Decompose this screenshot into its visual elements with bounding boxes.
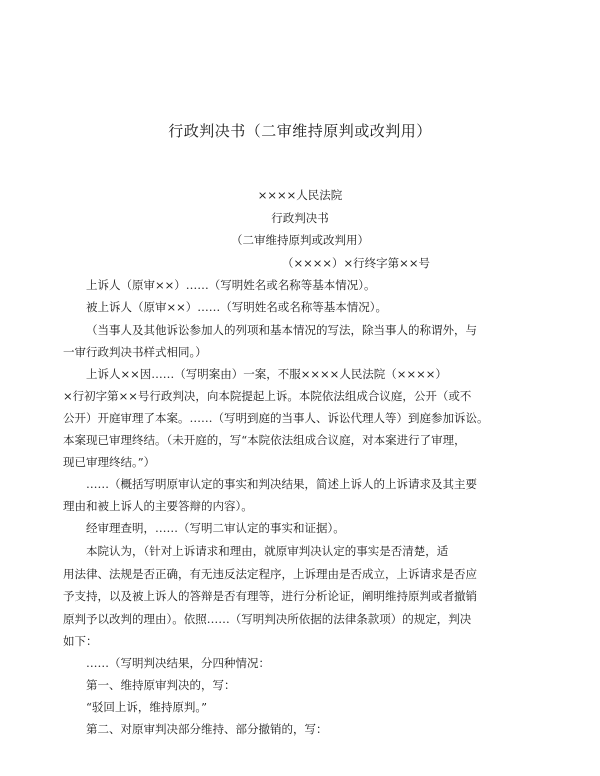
- body-line: 原判予以改判的理由）。依照……（写明判决所依据的法律条款项）的规定，判决: [63, 612, 472, 626]
- body-line: 本院认为，（针对上诉请求和理由，就原审判决认定的事实是否清楚，适: [86, 544, 449, 558]
- body-line: 理由和被上诉人的主要答辩的内容）。: [63, 499, 253, 513]
- case-number: （××××）×行终字第××号: [282, 256, 430, 270]
- doc-type: 行政判决书: [271, 211, 329, 225]
- body-line: ……（概括写明原审认定的事实和判决结果，简述上诉人的上诉请求及其主要: [86, 477, 477, 491]
- court-name: ××××人民法院: [257, 188, 343, 202]
- body-line: 本案现已审理终结。（未开庭的，写“本院依法组成合议庭，对本案进行了审理，: [63, 433, 466, 447]
- body-line: 上诉人（原审××）……（写明姓名或名称等基本情况）。: [86, 278, 376, 292]
- doc-subtitle: （二审维持原判或改判用）: [231, 233, 369, 247]
- body-line: （当事人及其他诉讼参加人的列项和基本情况的写法，除当事人的称谓外，与: [86, 323, 477, 337]
- body-line: 经审理查明，……（写明二审认定的事实和证据）。: [86, 521, 345, 535]
- body-line: 如下：: [63, 634, 98, 648]
- body-line: 被上诉人（原审××）……（写明姓名或名称等基本情况）。: [86, 300, 388, 314]
- body-line: “驳回上诉，维持原判。”: [86, 700, 208, 714]
- body-line: 上诉人××因……（写明案由）一案，不服××××人民法院（××××）: [86, 367, 447, 381]
- body-line: 公开）开庭审理了本案。……（写明到庭的当事人、诉讼代理人等）到庭参加诉讼。: [63, 411, 489, 425]
- body-line: ……（写明判决结果，分四种情况：: [86, 656, 270, 670]
- body-line: 一审行政判决书样式相同。）: [63, 345, 207, 359]
- body-line: ×行初字第××号行政判决，向本院提起上诉。本院依法组成合议庭，公开（或不: [63, 389, 472, 403]
- body-line: 第二、对原审判决部分维持、部分撤销的，写：: [86, 722, 328, 736]
- body-line: 予支持，以及被上诉人的答辩是否有理等，进行分析论证，阐明维持原判或者撤销: [63, 589, 477, 603]
- body-line: 现已审理终结。”）: [63, 455, 156, 469]
- body-line: 第一、维持原审判决的，写：: [86, 678, 236, 692]
- body-line: 用法律、法规是否正确，有无违反法定程序，上诉理由是否成立，上诉请求是否应: [63, 567, 477, 581]
- document-title: 行政判决书（二审维持原判或改判用）: [168, 122, 432, 140]
